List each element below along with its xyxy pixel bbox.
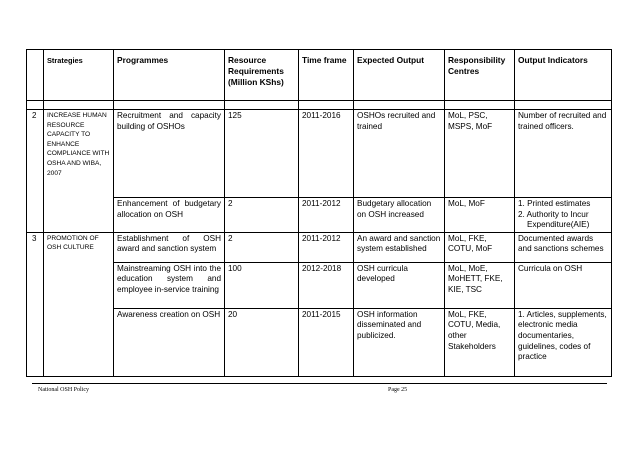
spacer-row: [27, 101, 612, 110]
header-time: Time frame: [299, 50, 354, 101]
indicator-line: Expenditure(AIE): [527, 220, 590, 230]
output-cell: OSH curricula developed: [354, 262, 445, 308]
indicator-line: 2. Authority to Incur: [518, 209, 589, 219]
responsibility-cell: MoL, MoE, MoHETT, FKE, KIE, TSC: [445, 262, 515, 308]
strategy-cell: PROMOTION OF OSH CULTURE: [44, 232, 114, 376]
table-row: [27, 262, 612, 308]
header-output: Expected Output: [354, 50, 445, 101]
programme-cell: Awareness creation on OSH: [114, 308, 225, 376]
header-resource: Resource Requirements (Million KShs): [225, 50, 299, 101]
header-row: [27, 50, 612, 101]
programme-cell: Mainstreaming OSH into the education system and employee in-service training: [114, 262, 225, 308]
header-num: [27, 50, 44, 101]
time-cell: 2011-2012: [299, 198, 354, 233]
header-strategies: Strategies: [44, 50, 114, 101]
resource-cell: 100: [225, 262, 299, 308]
output-cell: An award and sanction system established: [354, 232, 445, 262]
indicator-cell: Curricula on OSH: [515, 262, 612, 308]
responsibility-cell: MoL, MoF: [445, 198, 515, 233]
row-number: 3: [27, 232, 44, 376]
page-footer: [32, 383, 607, 396]
resource-cell: 2: [225, 232, 299, 262]
header-responsibility: Responsibility Centres: [445, 50, 515, 101]
resource-cell: 2: [225, 198, 299, 233]
header-indicators: Output Indicators: [515, 50, 612, 101]
responsibility-cell: MoL, PSC, MSPS, MoF: [445, 110, 515, 198]
output-cell: OSHOs recruited and trained: [354, 110, 445, 198]
indicator-line: 1. Printed estimates: [518, 199, 591, 208]
footer-document-title: National OSH Policy: [38, 387, 89, 393]
time-cell: 2012-2018: [299, 262, 354, 308]
output-cell: Budgetary allocation on OSH increased: [354, 198, 445, 233]
time-cell: 2011-2015: [299, 308, 354, 376]
time-cell: 2011-2016: [299, 110, 354, 198]
table-row: [27, 198, 612, 233]
resource-cell: 20: [225, 308, 299, 376]
resource-cell: 125: [225, 110, 299, 198]
responsibility-cell: MoL, FKE, COTU, Media, other Stakeholders: [445, 308, 515, 376]
programme-cell: Establishment of OSH award and sanction system: [114, 232, 225, 262]
programme-cell: Recruitment and capacity building of OSHOs: [114, 110, 225, 198]
footer-page-number: Page 25: [388, 387, 408, 393]
header-programmes: Programmes: [114, 50, 225, 101]
output-cell: OSH information disseminated and publicized.: [354, 308, 445, 376]
indicator-cell: [515, 198, 612, 233]
indicator-cell: Number of recruited and trained officers.: [515, 110, 612, 198]
programme-cell: Enhancement of budgetary allocation on OSH: [114, 198, 225, 233]
table-row: [27, 110, 612, 198]
table-row: [27, 308, 612, 376]
indicator-cell: 1. Articles, supplements, electronic media documentaries, guidelines, codes of practice: [515, 308, 612, 376]
table-row: [27, 232, 612, 262]
responsibility-cell: MoL, FKE, COTU, MoF: [445, 232, 515, 262]
indicator-cell: Documented awards and sanctions schemes: [515, 232, 612, 262]
row-number: 2: [27, 110, 44, 233]
policy-table: [26, 49, 612, 377]
time-cell: 2011-2012: [299, 232, 354, 262]
strategy-cell: INCREASE HUMAN RESOURCE CAPACITY TO ENHANCE COMPLIANCE WITH OSHA AND WIBA, 2007: [44, 110, 114, 233]
